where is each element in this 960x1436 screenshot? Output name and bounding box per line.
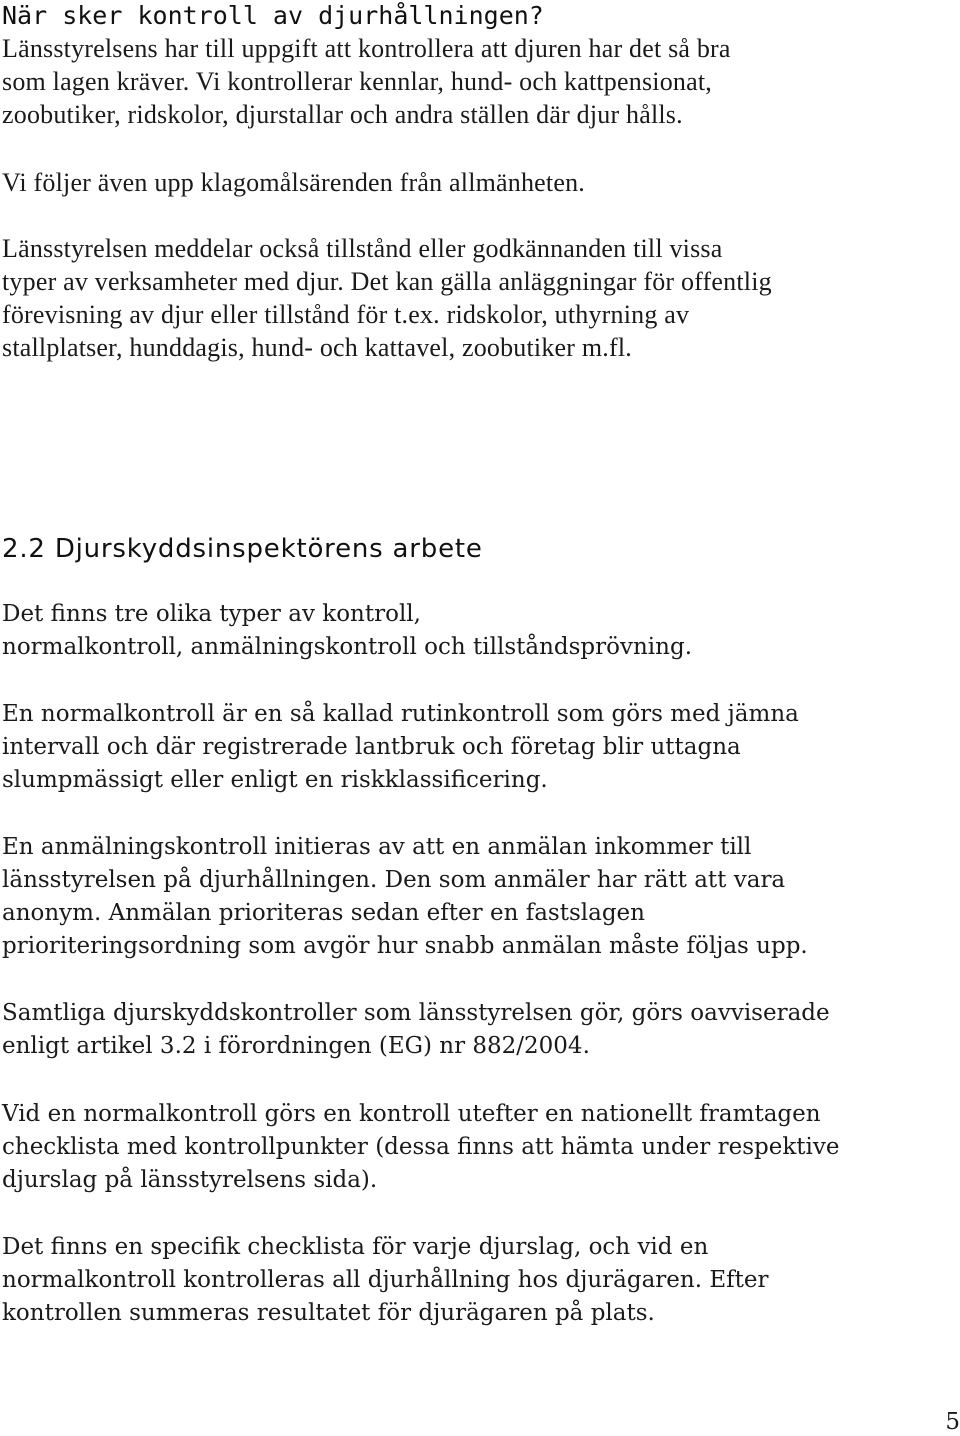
page-heading: När sker kontroll av djurhållningen? [2,1,544,30]
text-line: Vi följer även upp klagomålsärenden från allmänheten. [2,168,585,197]
text-line: Vid en normalkontroll görs en kontroll utefter en nationellt framtagen [2,1101,821,1127]
text-line: normalkontroll kontrolleras all djurhållning hos djurägaren. Efter [2,1267,769,1293]
text-line: Länsstyrelsen meddelar också tillstånd eller godkännanden till vissa [2,234,723,263]
text-line: Samtliga djurskyddskontroller som länsstyrelsen gör, görs oavviserade [2,1000,830,1026]
paragraph-normal-control [2,698,799,797]
paragraph-unannounced [2,997,830,1063]
paragraph-report-control [2,831,808,963]
text-line: slumpmässigt eller enligt en riskklassificering. [2,767,548,793]
paragraph-control-types [2,598,692,664]
text-line: stallplatser, hunddagis, hund- och kattavel, zoobutiker m.fl. [2,333,632,362]
text-line: intervall och där registrerade lantbruk och företag blir uttagna [2,734,741,760]
section-heading: 2.2 Djurskyddsinspektörens arbete [2,534,483,564]
text-line: En anmälningskontroll initieras av att en anmälan inkommer till [2,834,752,860]
paragraph-permits [2,232,772,364]
text-line: Det finns tre olika typer av kontroll, [2,601,421,627]
text-line: typer av verksamheter med djur. Det kan gälla anläggningar för offentlig [2,267,772,296]
page-number: 5 [945,1409,960,1435]
paragraph-specific-checklist [2,1231,769,1330]
text-line: checklista med kontrollpunkter (dessa finns att hämta under respektive [2,1134,840,1160]
text-line: som lagen kräver. Vi kontrollerar kennlar, hund- och kattpensionat, [2,67,712,96]
text-line: kontrollen summeras resultatet för djurägaren på plats. [2,1300,655,1326]
paragraph-complaints [2,166,585,199]
text-line: Länsstyrelsens har till uppgift att kontrollera att djuren har det så bra [2,34,731,63]
text-line: enligt artikel 3.2 i förordningen (EG) nr 882/2004. [2,1033,590,1059]
text-line: Det finns en specifik checklista för varje djurslag, och vid en [2,1234,709,1260]
text-line: länsstyrelsen på djurhållningen. Den som anmäler har rätt att vara [2,867,786,893]
text-line: prioriteringsordning som avgör hur snabb anmälan måste följas upp. [2,933,808,959]
text-line: normalkontroll, anmälningskontroll och tillståndsprövning. [2,634,692,660]
text-line: djurslag på länsstyrelsens sida). [2,1167,378,1193]
paragraph-mission [2,32,731,131]
text-line: anonym. Anmälan prioriteras sedan efter en fastslagen [2,900,645,926]
text-line: förevisning av djur eller tillstånd för t.ex. ridskolor, uthyrning av [2,300,690,329]
text-line: zoobutiker, ridskolor, djurstallar och andra ställen där djur hålls. [2,100,683,129]
text-line: En normalkontroll är en så kallad rutinkontroll som görs med jämna [2,701,799,727]
paragraph-checklist [2,1098,839,1197]
